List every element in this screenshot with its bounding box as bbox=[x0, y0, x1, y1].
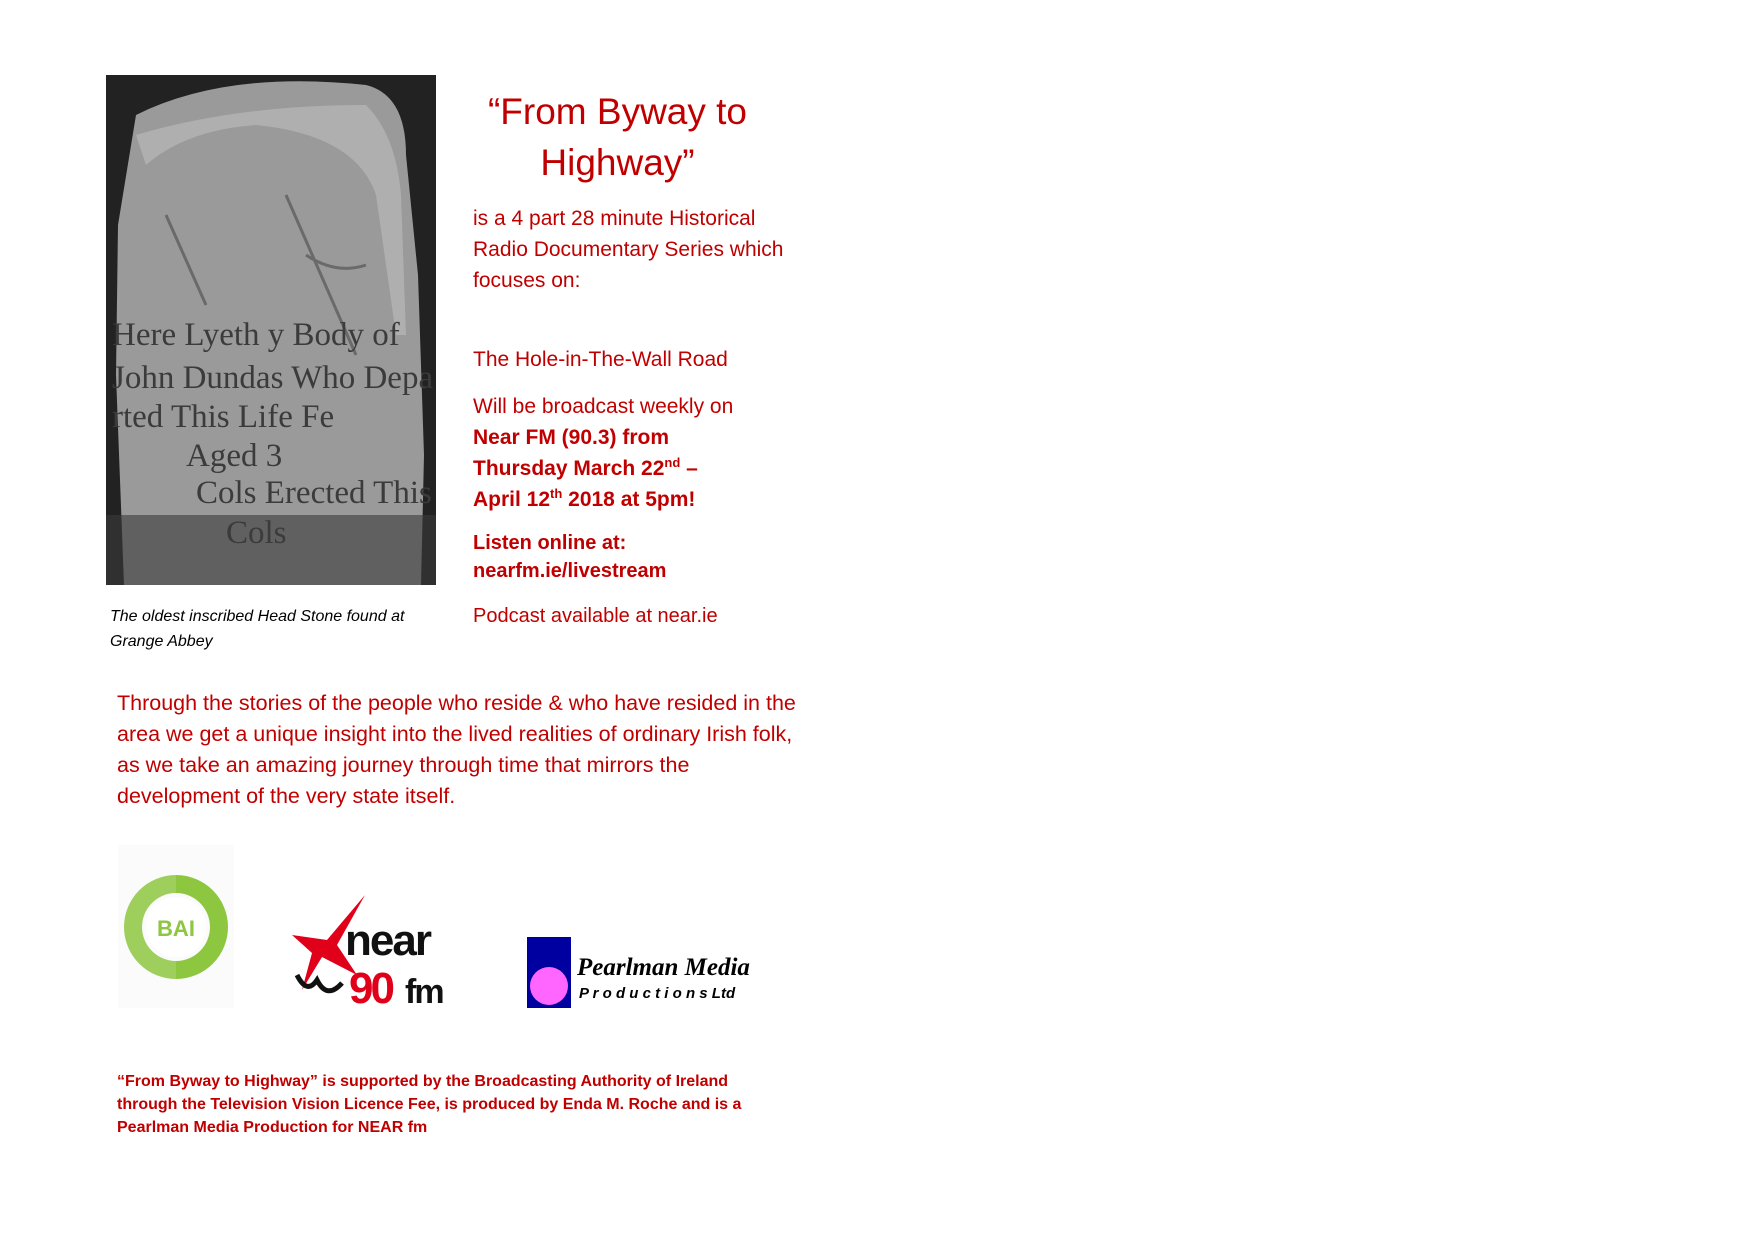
end-date: April 12 bbox=[473, 488, 551, 511]
pearlman-sub: P r o d u c t i o n s Ltd bbox=[579, 985, 736, 1002]
start-date-suffix: nd bbox=[664, 455, 681, 470]
listen-label: Listen online at: bbox=[473, 532, 627, 554]
headstone-photo bbox=[106, 75, 436, 585]
inscription-line: rted This Life Fe bbox=[112, 399, 335, 435]
series-title: “From Byway to Highway” bbox=[487, 91, 748, 183]
inscription-line: Here Lyeth y Body of bbox=[112, 317, 400, 353]
dash: – bbox=[680, 457, 698, 480]
inscription-line: Cols Erected This bbox=[196, 475, 432, 511]
broadcast-lead: Will be broadcast weekly on bbox=[473, 395, 734, 418]
series-description: Through the stories of the people who reside & who have resided in the area we get a unique insight into the lived realities of ordinary Irish folk, as we take an amazing journey through time that mirrors the development of the very state itself. bbox=[117, 691, 796, 808]
bai-logo bbox=[118, 845, 234, 1008]
inscription-line: John Dundas Who Depa bbox=[112, 360, 434, 396]
pearlman-name: Pearlman Media bbox=[577, 954, 750, 981]
end-time: 2018 at 5pm! bbox=[562, 488, 696, 511]
series-focus: The Hole-in-The-Wall Road bbox=[473, 348, 728, 371]
broadcast-start bbox=[473, 453, 793, 484]
funding-credit: “From Byway to Highway” is supported by the Broadcasting Authority of Ireland through the Television Vision Licence Fee, is produced by Enda M. Roche and is a Pearlman Media Production for NEAR fm bbox=[117, 1073, 742, 1136]
end-date-suffix: th bbox=[550, 486, 563, 501]
broadcast-end bbox=[473, 484, 793, 515]
near-fm-word: fm bbox=[405, 973, 443, 1011]
listen-online bbox=[473, 529, 666, 585]
livestream-link[interactable]: nearfm.ie/livestream bbox=[473, 560, 667, 582]
inscription-line: Aged 3 bbox=[186, 438, 283, 474]
series-intro: is a 4 part 28 minute Historical Radio Documentary Series which focuses on: bbox=[473, 207, 784, 292]
near-frequency: 90 bbox=[349, 964, 392, 1013]
inscription-line: Cols bbox=[226, 515, 287, 551]
start-date: Thursday March 22 bbox=[473, 457, 665, 480]
broadcast-info bbox=[473, 391, 793, 515]
near-fm-logo bbox=[287, 895, 455, 1015]
near-word: near bbox=[345, 916, 430, 965]
headstone-image bbox=[106, 75, 436, 585]
broadcast-station bbox=[473, 422, 793, 453]
photo-caption: The oldest inscribed Head Stone found at Grange Abbey bbox=[110, 608, 405, 650]
broadcast-station-text: Near FM (90.3) from bbox=[473, 426, 670, 449]
podcast-info: Podcast available at near.ie bbox=[473, 605, 718, 627]
pearlman-media-logo bbox=[525, 935, 755, 1010]
bai-text: BAI bbox=[157, 916, 195, 941]
